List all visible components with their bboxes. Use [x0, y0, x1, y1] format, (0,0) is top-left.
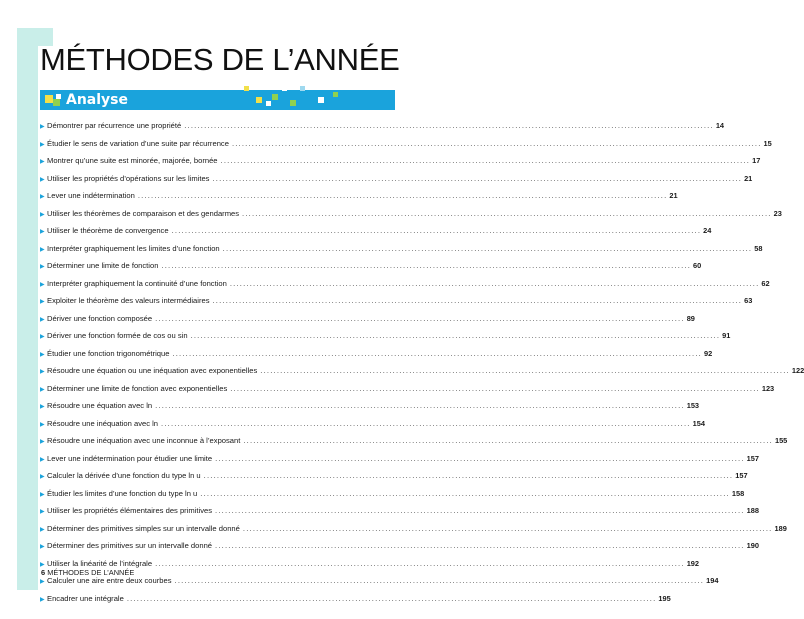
toc-entry-title: Calculer la dérivée d’une fonction du type ln u	[47, 471, 201, 480]
toc-entry-title: Déterminer une limite de fonction	[47, 261, 159, 270]
decor-square	[290, 100, 296, 106]
toc-entry-title: Interpréter graphiquement les limites d’une fonction	[47, 243, 220, 253]
dot-leader: ................................................................................................................................................................	[171, 226, 702, 235]
toc-entry-title: Étudier une fonction trigonométrique	[47, 348, 170, 358]
triangle-bullet-icon: ▶	[40, 404, 45, 410]
toc-entry[interactable]	[40, 502, 759, 520]
toc-entry[interactable]	[40, 135, 772, 153]
triangle-bullet-icon: ▶	[40, 141, 45, 148]
toc-page-number: 58	[754, 243, 763, 253]
toc-page-number: 15	[763, 138, 772, 148]
toc-page-number: 195	[658, 593, 671, 603]
footer-page-number: 6	[41, 568, 46, 577]
dot-leader: ................................................................................................................................................................	[220, 156, 751, 165]
toc-entry[interactable]	[40, 170, 753, 188]
dot-leader: ................................................................................................................................................................	[126, 593, 657, 603]
toc-entry-title: Montrer qu’une suite est minorée, majorée, bornée	[47, 156, 218, 165]
toc-entry-title: Lever une indétermination pour étudier une limite	[47, 453, 213, 463]
toc-entry-title: Résoudre une inéquation avec ln	[47, 418, 159, 428]
decor-square	[282, 86, 287, 91]
toc-page-number: 60	[693, 261, 702, 270]
toc-entry-title: Exploiter le théorème des valeurs intermédiaires	[47, 296, 210, 305]
dot-leader: ................................................................................................................................................................	[215, 453, 745, 463]
toc-entry[interactable]	[40, 117, 725, 135]
toc-entry-title: Résoudre une inéquation avec une inconnue à l’exposant	[47, 436, 241, 445]
toc-entry[interactable]	[40, 537, 759, 555]
toc-entry-title: Étudier le sens de variation d’une suite par récurrence	[47, 138, 229, 148]
dot-leader: ................................................................................................................................................................	[231, 138, 762, 148]
toc-entry[interactable]	[40, 362, 804, 380]
dot-leader: ................................................................................................................................................................	[243, 436, 773, 445]
section-title: Analyse	[66, 92, 129, 108]
toc-entry-title: Utiliser le théorème de convergence	[47, 226, 169, 235]
triangle-bullet-icon: ▶	[40, 369, 45, 375]
triangle-bullet-icon: ▶	[40, 211, 45, 218]
toc-page-number: 190	[746, 541, 759, 550]
dot-leader: ................................................................................................................................................................	[215, 506, 745, 515]
triangle-bullet-icon: ▶	[40, 229, 45, 235]
dot-leader: ................................................................................................................................................................	[230, 383, 760, 393]
decor-square	[45, 95, 53, 103]
triangle-bullet-icon: ▶	[40, 176, 45, 183]
toc-entry[interactable]	[40, 205, 782, 223]
toc-entry[interactable]	[40, 467, 748, 485]
triangle-bullet-icon: ▶	[40, 579, 45, 585]
decor-square	[300, 86, 305, 91]
toc-page-number: 155	[774, 436, 788, 445]
toc-page-number: 189	[774, 523, 787, 533]
toc-entry-title: Utiliser les théorèmes de comparaison et des gendarmes	[47, 208, 240, 218]
toc-entry[interactable]	[40, 520, 787, 538]
page-footer	[41, 568, 134, 577]
decor-square	[53, 99, 60, 106]
dot-leader: ................................................................................................................................................................	[200, 488, 730, 498]
toc-page-number: 62	[761, 278, 770, 288]
footer-label: MÉTHODES DE L’ANNÉE	[47, 568, 135, 577]
toc-entry[interactable]	[40, 292, 753, 310]
toc-entry-title: Utiliser les propriétés d’opérations sur les limites	[47, 173, 210, 183]
dot-leader: ................................................................................................................................................................	[137, 191, 668, 200]
triangle-bullet-icon: ▶	[40, 299, 45, 305]
toc-entry-title: Résoudre une équation ou une inéquation avec exponentielles	[47, 366, 258, 375]
dot-leader: ................................................................................................................................................................	[172, 348, 702, 358]
page-title: MÉTHODES DE L’ANNÉE	[40, 42, 400, 77]
toc-entry-title: Dériver une fonction composée	[47, 313, 153, 323]
triangle-bullet-icon: ▶	[40, 421, 45, 428]
toc-entry-title: Déterminer des primitives sur un intervalle donné	[47, 541, 213, 550]
toc-entry-title: Déterminer des primitives simples sur un intervalle donné	[47, 523, 240, 533]
toc-page-number: 92	[704, 348, 713, 358]
toc-entry-title: Encadrer une intégrale	[47, 593, 124, 603]
dot-leader: ................................................................................................................................................................	[229, 278, 760, 288]
toc-page-number: 158	[731, 488, 745, 498]
toc-entry[interactable]	[40, 345, 713, 363]
toc-page-number: 123	[761, 383, 775, 393]
triangle-bullet-icon: ▶	[40, 509, 45, 515]
triangle-bullet-icon: ▶	[40, 281, 45, 288]
toc-page-number: 122	[791, 366, 804, 375]
toc-entry[interactable]	[40, 590, 671, 608]
dot-leader: ................................................................................................................................................................	[184, 121, 714, 130]
toc-entry[interactable]	[40, 485, 745, 503]
triangle-bullet-icon: ▶	[40, 194, 45, 200]
toc-entry[interactable]	[40, 257, 702, 275]
dot-leader: ................................................................................................................................................................	[242, 523, 773, 533]
triangle-bullet-icon: ▶	[40, 264, 45, 270]
triangle-bullet-icon: ▶	[40, 351, 45, 358]
triangle-bullet-icon: ▶	[40, 316, 45, 323]
triangle-bullet-icon: ▶	[40, 124, 45, 130]
toc-entry-title: Utiliser les propriétés élémentaires des primitives	[47, 506, 213, 515]
toc-page-number: 153	[686, 401, 700, 410]
toc-entry[interactable]	[40, 415, 705, 433]
toc-page-number: 91	[722, 331, 731, 340]
toc-page-number: 63	[744, 296, 753, 305]
decorative-side-band	[17, 28, 38, 590]
triangle-bullet-icon: ▶	[40, 386, 45, 393]
decor-square	[244, 86, 249, 91]
toc-entry-title: Dériver une fonction formée de cos ou sin	[47, 331, 188, 340]
dot-leader: ................................................................................................................................................................	[155, 558, 685, 568]
toc-page-number: 154	[692, 418, 705, 428]
dot-leader: ................................................................................................................................................................	[155, 401, 685, 410]
toc-page-number: 157	[735, 471, 748, 480]
toc-page-number: 157	[746, 453, 759, 463]
decor-square	[266, 101, 271, 106]
toc-entry[interactable]	[40, 222, 712, 240]
toc-entry[interactable]	[40, 275, 770, 293]
table-of-contents	[40, 117, 804, 607]
toc-page-number: 23	[773, 208, 782, 218]
toc-page-number: 188	[746, 506, 759, 515]
toc-entry-title: Interpréter graphiquement la continuité d’une fonction	[47, 278, 227, 288]
dot-leader: ................................................................................................................................................................	[212, 296, 743, 305]
toc-entry[interactable]	[40, 432, 788, 450]
dot-leader: ................................................................................................................................................................	[203, 471, 734, 480]
dot-leader: ................................................................................................................................................................	[190, 331, 721, 340]
toc-page-number: 194	[706, 576, 719, 585]
triangle-bullet-icon: ▶	[40, 334, 45, 340]
dot-leader: ................................................................................................................................................................	[215, 541, 745, 550]
toc-page-number: 14	[715, 121, 725, 130]
toc-page-number: 192	[686, 558, 700, 568]
toc-entry[interactable]	[40, 187, 678, 205]
triangle-bullet-icon: ▶	[40, 159, 45, 165]
toc-page-number: 21	[744, 173, 753, 183]
decor-square	[333, 92, 338, 97]
toc-entry[interactable]	[40, 397, 700, 415]
decor-square	[318, 97, 324, 103]
toc-entry[interactable]	[40, 327, 731, 345]
triangle-bullet-icon: ▶	[40, 439, 45, 445]
toc-page-number: 21	[669, 191, 678, 200]
dot-leader: ................................................................................................................................................................	[260, 366, 790, 375]
triangle-bullet-icon: ▶	[40, 491, 45, 498]
toc-entry-title: Étudier les limites d’une fonction du type ln u	[47, 488, 198, 498]
decor-square	[256, 97, 262, 103]
toc-entry[interactable]	[40, 152, 761, 170]
dot-leader: ................................................................................................................................................................	[161, 261, 692, 270]
dot-leader: ................................................................................................................................................................	[155, 313, 685, 323]
dot-leader: ................................................................................................................................................................	[212, 173, 743, 183]
triangle-bullet-icon: ▶	[40, 456, 45, 463]
toc-page-number: 17	[752, 156, 761, 165]
toc-entry-title: Utiliser la linéarité de l’intégrale	[47, 558, 153, 568]
toc-entry[interactable]	[40, 310, 695, 328]
toc-entry[interactable]	[40, 380, 775, 398]
dot-leader: ................................................................................................................................................................	[242, 208, 772, 218]
toc-entry-title: Lever une indétermination	[47, 191, 135, 200]
triangle-bullet-icon: ▶	[40, 561, 45, 568]
toc-entry-title: Calculer une aire entre deux courbes	[47, 576, 172, 585]
dot-leader: ................................................................................................................................................................	[222, 243, 753, 253]
toc-page-number: 24	[703, 226, 712, 235]
triangle-bullet-icon: ▶	[40, 526, 45, 533]
triangle-bullet-icon: ▶	[40, 474, 45, 480]
toc-entry-title: Résoudre une équation avec ln	[47, 401, 153, 410]
triangle-bullet-icon: ▶	[40, 544, 45, 550]
decor-square	[272, 94, 278, 100]
triangle-bullet-icon: ▶	[40, 246, 45, 253]
triangle-bullet-icon: ▶	[40, 596, 45, 603]
toc-page-number: 89	[686, 313, 695, 323]
toc-entry-title: Déterminer une limite de fonction avec exponentielles	[47, 383, 228, 393]
toc-entry[interactable]	[40, 240, 763, 258]
toc-entry-title: Démontrer par récurrence une propriété	[47, 121, 182, 130]
dot-leader: ................................................................................................................................................................	[174, 576, 705, 585]
dot-leader: ................................................................................................................................................................	[161, 418, 691, 428]
decor-square	[56, 94, 61, 99]
toc-entry[interactable]	[40, 450, 759, 468]
